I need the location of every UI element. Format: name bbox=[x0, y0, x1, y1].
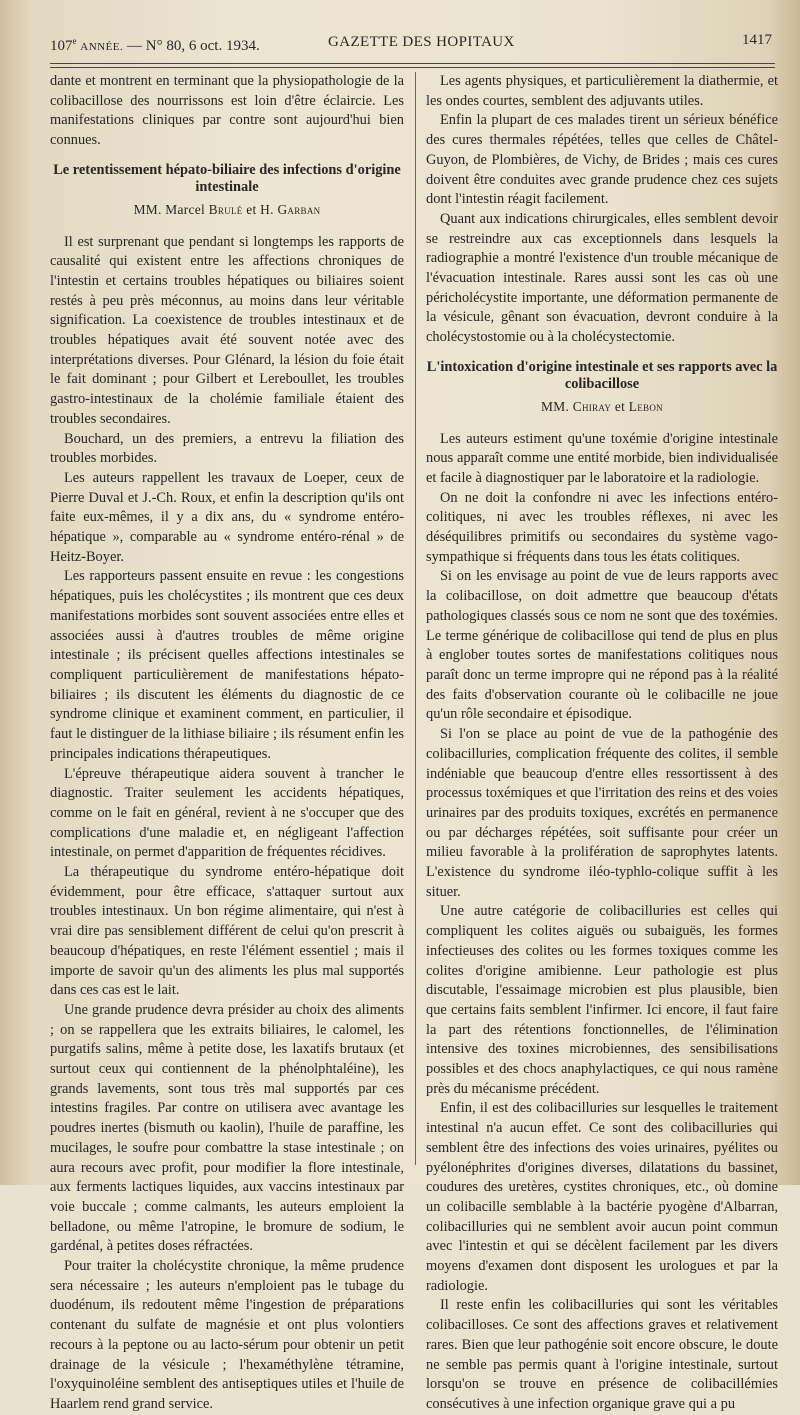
article-title-intoxication: L'intoxication d'origine intestinale et ses rapports avec la colibacillose bbox=[426, 358, 778, 393]
page-number: 1417 bbox=[742, 32, 772, 48]
author-last-name: Lebon bbox=[628, 398, 663, 414]
annee-label: ANNÉE. bbox=[80, 41, 124, 53]
header-rule-top bbox=[50, 63, 775, 64]
author-last-name: Brulé bbox=[208, 201, 243, 217]
year-suffix: e bbox=[72, 36, 77, 46]
continued-paragraph: Quant aux indications chirurgicales, elles semblent devoir se restreindre aux cas exceptionnels dans lesquels la radiographie a montré l'existence d'un trouble mécanique de l'évacuation intestinale. Rares aussi sont les cas où une péricholécystite importante, une déformation permanente de la vésicule, gênant son évacuation, devront conduire à la cholécystostomie ou à la cholécystectomie. bbox=[426, 210, 778, 346]
authors-prefix: MM. bbox=[541, 398, 570, 414]
article-paragraph: La thérapeutique du syndrome entéro-hépatique doit évidemment, pour être efficace, s'attaquer surtout aux troubles intestinaux. Un bon régime alimentaire, qui n'est à vrai dire pas sensiblement différent de celui qu'on prescrit à beaucoup d'hépatiques, en reste l'élément essentiel ; mais il importe de savoir qu'un des aliments les plus mal supportés dans ces cas est le lait. bbox=[50, 864, 404, 999]
author-first-name: H. bbox=[260, 201, 274, 217]
article-paragraph: Il est surprenant que pendant si longtemps les rapports de causalité qui existent entre les affections chroniques de l'intestin et certains troubles hépatiques ou biliaires soient restés à peu près méconnus, au moins dans leur véritable signification. La coexistence de troubles intestinaux et de troubles hépatiques avait été souvent notée avec des interprétations diverses. Pour Glénard, la lésion du foie était le fait dominant ; pour Gilbert et Lereboullet, les troubles gastro-intestinaux de la cholémie familiale étaient des troubles secondaires. bbox=[50, 233, 404, 427]
continued-paragraph: Les agents physiques, et particulièrement la diathermie, et les ondes courtes, semblent des adjuvants utiles. bbox=[426, 73, 778, 109]
page-header bbox=[50, 32, 775, 58]
issue-info bbox=[50, 36, 260, 55]
article-paragraph: Les auteurs rappellent les travaux de Loeper, ceux de Pierre Duval et J.-Ch. Roux, et enfin la description qu'ils ont faite eux-mêmes, il y a dix ans, du « syndrome entéro-hépatique », comparable au « syndrome entéro-rénal » de Heitz-Boyer. bbox=[50, 469, 404, 565]
author-last-name: Garban bbox=[277, 201, 321, 217]
year-number: 107 bbox=[50, 38, 73, 54]
article-paragraph: L'épreuve thérapeutique aidera souvent à trancher le diagnostic. Traiter seulement les accidents hépatiques, comme on le fait en général, revient à ne s'occuper que des complications d'une maladie et, en négligeant l'affection intestinale, on permet d'apparition de fréquentes récidives. bbox=[50, 765, 404, 861]
article-paragraph: Une grande prudence devra présider au choix des aliments ; on se rappellera que les extraits biliaires, le calomel, les purgatifs salins, même à petite dose, les laxatifs brutaux (et surtout ceux qui contiennent de la phénolphtaléine), les grands lavements, sont tous très mal supportés par ces intestins fragiles. Par contre on utilisera avec avantage les poudres inertes (bismuth ou kaolin), l'huile de paraffine, les mucilages, le soufre pour combattre la stase intestinale ; on aura recours avec profit, pour modifier la flore intestinale, aux ferments lactiques liquides, aux vaccins intestinaux par voie buccale ; comme calmants, les auteurs emploient la belladone, ou même l'atropine, le bromure de sodium, le gardénal, à petites doses réfractées. bbox=[50, 1001, 404, 1255]
article-paragraph: Pour traiter la cholécystite chronique, la même prudence sera nécessaire ; les auteurs n'emploient pas le tubage du duodénum, ils redoutent même l'ingestion de préparations contenant du sulfate de magnésie et ont plus volontiers recours à la peptone ou au lacto-sérum pour obtenir un petit drainage de la vésicule ; l'hexaméthylène tétramine, l'oxyquinoléine semblent des antiseptiques utiles et l'huile de Haarlem rend grand service. bbox=[50, 1258, 404, 1412]
article-paragraph: Les auteurs estiment qu'une toxémie d'origine intestinale nous apparaît comme une entité morbide, bien individualisée et facile à diagnostiquer par le laboratoire et la radiologie. bbox=[426, 430, 778, 486]
article-paragraph: Bouchard, un des premiers, a entrevu la filiation des troubles morbides. bbox=[50, 430, 404, 467]
author-last-name: Chiray bbox=[572, 398, 612, 414]
author-join: et bbox=[246, 201, 257, 217]
article-paragraph: Il reste enfin les colibacilluries qui sont les véritables colibacilloses. Ce sont des affections graves et relativement rares. Bien que leur pathogénie soit encore obscure, le doute ne semble pas permis quant à l'origine intestinale, surtout lorsqu'on se trouve en présence de colibacillémies consécutives à une infection organique grave qui a pu bbox=[426, 1297, 778, 1412]
article-paragraph: Si on les envisage au point de vue de leurs rapports avec la colibacillose, on doit admettre que beaucoup d'états pathologiques classés sous ce nom ne sont que des toxémies. Le terme générique de colibacillose qui tend de plus en plus à englober toutes sortes de manifestations colitiques nous paraît donc un terme impropre qui ne répond pas à la réalité des faits d'observation courante où le colibacille ne joue qu'un rôle secondaire et épisodique. bbox=[426, 568, 778, 723]
issue-date: — N° 80, 6 oct. 1934. bbox=[127, 38, 260, 54]
header-rule-bottom bbox=[50, 67, 775, 68]
article-paragraph: Une autre catégorie de colibacilluries est celles qui compliquent les colites aiguës ou subaiguës, les formes infectieuses des colites ou les formes toxiques comme les colites d'origine amibienne. Leur pathologie est plus discutable, l'essaimage microbien est plus plausible, bien que certains faits semblent l'infirmer. Ici encore, il faut faire la part des rétentions fonctionnelles, de l'élimination intensive des toxines microbiennes, des sensibilisations possibles et des chocs anaphylactiques, ce qui nous ramène près du mécanisme précédent. bbox=[426, 903, 778, 1097]
column-divider bbox=[415, 72, 416, 1165]
continued-paragraph: Enfin la plupart de ces malades tirent un sérieux bénéfice des cures thermales répétées, telles que celles de Châtel-Guyon, de Plombières, de Vichy, de Brides ; mais ces cures doivent être conduites avec grande prudence chez ces sujets dont l'intestin réagit facilement. bbox=[426, 112, 778, 208]
authors-prefix: MM. bbox=[133, 201, 162, 217]
article-title-hepato-biliaire: Le retentissement hépato-biliaire des infections d'origine intestinale bbox=[53, 161, 401, 196]
journal-title: GAZETTE DES HOPITAUX bbox=[328, 34, 515, 50]
continued-paragraph: dante et montrent en terminant que la physiopathologie de la colibacillose des nourrissons est loin d'être éclaircie. Les manifestations cliniques par contre sont aujourd'hui bien connues. bbox=[50, 73, 404, 149]
article-authors bbox=[426, 397, 778, 417]
article-paragraph: Enfin, il est des colibacilluries sur lesquelles le traitement intestinal n'a aucun effet. Ce sont des colibacilluries qui semblent être des infections des voies urinaires, pyélites ou pyélonéphrites d'origines diverses, dilatations du bassinet, coudures des uretères, cystites chroniques, etc., où domine un colibacille semblable à la bactérie pyogène d'Albarran, colibacilluries qui ne semblent avoir aucun point commun avec l'intestin et qui se décèlent facilement par les divers moyens d'examen dont disposent les urologues et par la radiologie. bbox=[426, 1100, 778, 1294]
article-authors bbox=[50, 200, 404, 220]
article-paragraph: Si l'on se place au point de vue de la pathogénie des colibacilluries, complication fréquente des colites, il semble indéniable que beaucoup d'entre elles ressortissent à des processus toxémiques et que l'irritation des reins et des voies urinaires par des produits toxiques, excrétés en permanence ou par décharges répétées, soit suffisante pour créer un milieu favorable à la prolifération de saprophytes latents. L'existence du syndrome iléo-typhlo-colique suffit à les situer. bbox=[426, 726, 778, 900]
author-join: et bbox=[614, 398, 626, 414]
author-first-name: Marcel bbox=[165, 201, 205, 217]
article-paragraph: On ne doit la confondre ni avec les infections entéro-colitiques, ni avec les troubles réflexes, ni avec les déséquilibres primitifs ou secondaires du système vago-sympathique si fréquents dans tous les états colitiques. bbox=[426, 489, 778, 565]
left-column bbox=[50, 72, 404, 1412]
article-paragraph: Les rapporteurs passent ensuite en revue : les congestions hépatiques, puis les cholécystites ; ils montrent que ces deux manifestations morbides sont souvent associées entre elles et associées aussi à d'autres troubles de même origine intestinale ; ils précisent quelles affections intestinales se compliquent particulièrement de manifestations hépato-biliaires ; ils discutent les éléments du diagnostic de ce syndrome clinique et examinent comment, en particulier, il faut le distinguer de la lithiase biliaire ; ils résument enfin les principales indications thérapeutiques. bbox=[50, 568, 404, 762]
right-column bbox=[426, 72, 778, 1412]
